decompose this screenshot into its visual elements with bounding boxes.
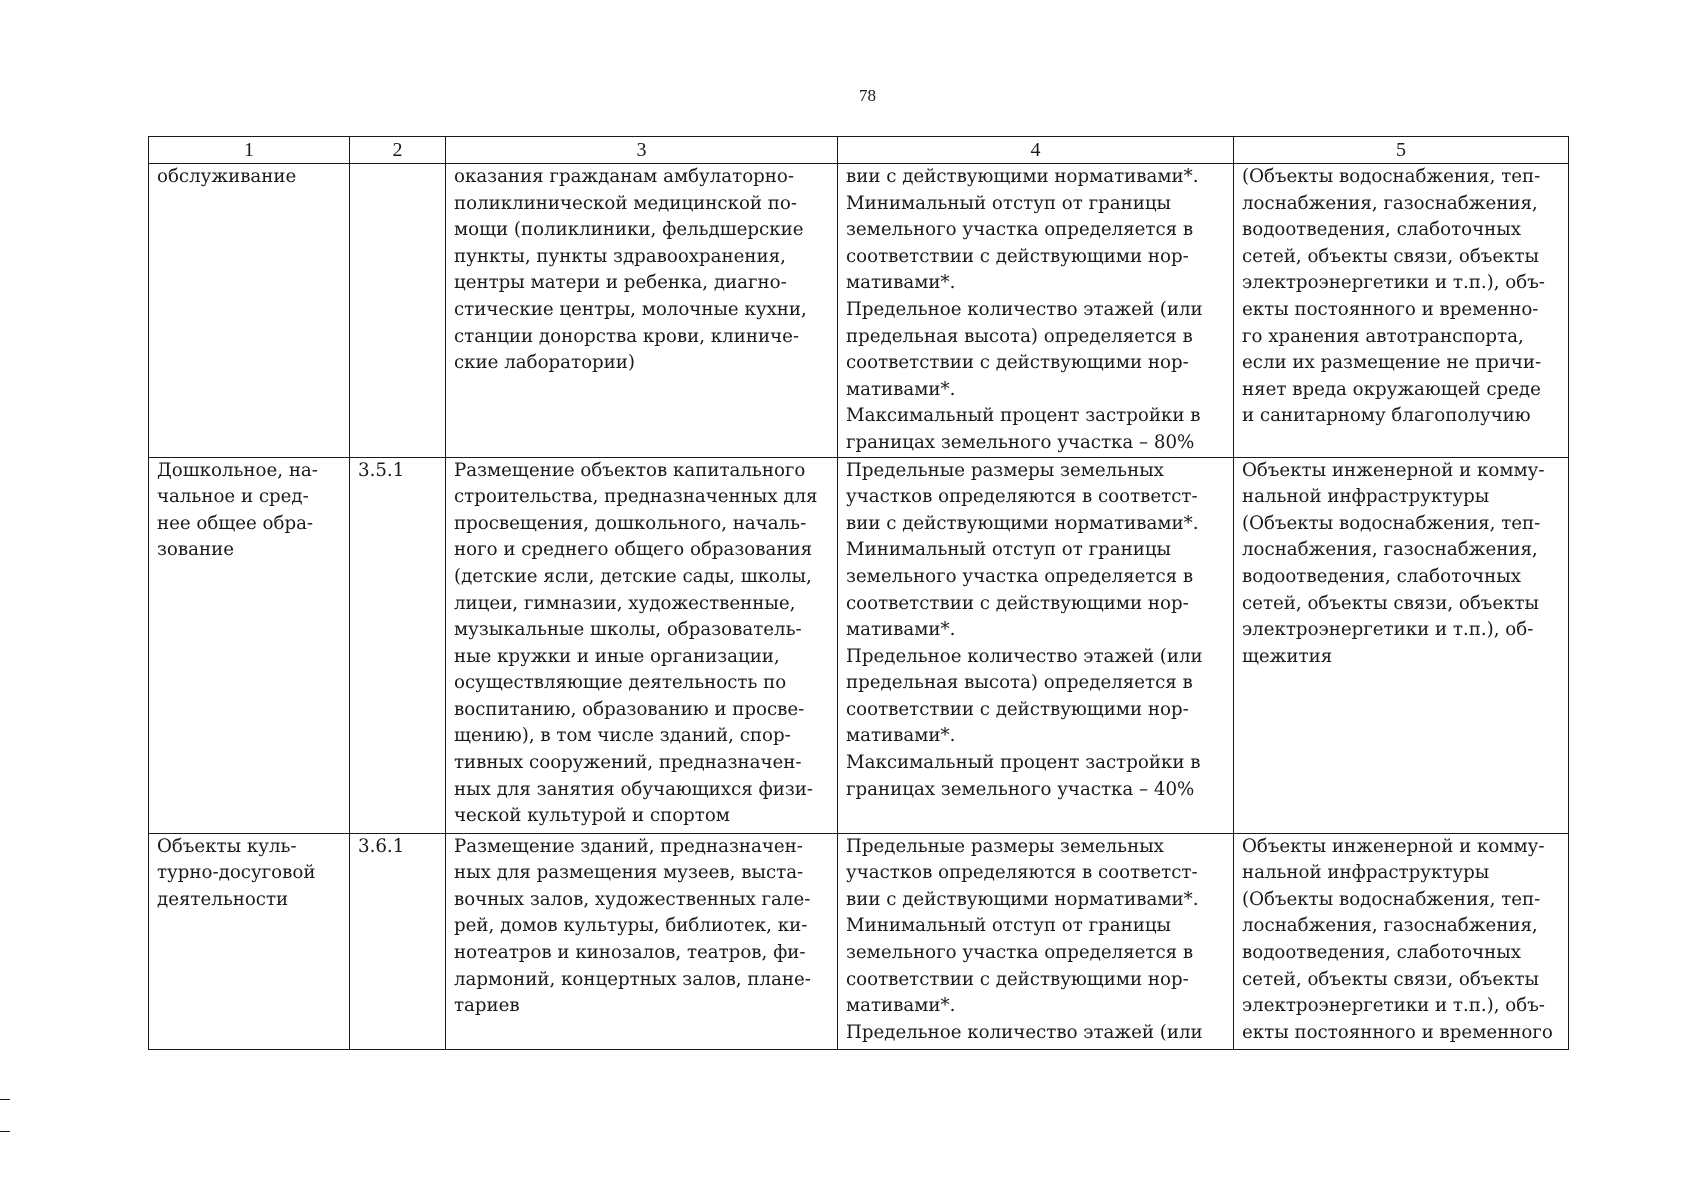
use-description-cell: Размещение объектов капитального строительства, предназначенных для просвещения, дошкольного, началь- ного и среднего общего образования (детские ясли, детские сады, школы, лицеи, гимназии, художественные, музыкальные школы, образователь- ные кружки и иные организации, осуществляющие деятельность по воспитанию, образованию и просве- щению), в том числе зданий, спор- тивных сооружений, предназначен- ных для занятия обучающихся физи- ческой культурой и спортом [446,457,838,833]
page-number: 78 [859,86,876,105]
header-col-5: 5 [1234,137,1569,164]
auxiliary-uses-cell: (Объекты водоснабжения, теп- лоснабжения, газоснабжения, водоотведения, слаботочных сетей, объекты связи, объекты электроэнергетики и т.п.), объ- екты постоянного и временно- го хранения автотранспорта, если их размещение не причи- няет вреда окружающей среде и санитарному благополучию [1234,164,1569,458]
auxiliary-uses-cell: Объекты инженерной и комму- нальной инфраструктуры (Объекты водоснабжения, теп- лоснабжения, газоснабжения, водоотведения, слаботочных сетей, объекты связи, объекты электроэнергетики и т.п.), об- щежития [1234,457,1569,833]
use-code-cell: 3.5.1 [350,457,446,833]
parameters-cell: Предельные размеры земельных участков определяются в соответст- вии с действующими нормативами*. Минимальный отступ от границы земельного участка определяется в соответствии с действующими нор- мативами*. Предельное количество этажей (или [838,833,1234,1049]
table-body [149,164,1569,1050]
header-col-3: 3 [446,137,838,164]
use-code-cell: 3.6.1 [350,833,446,1049]
use-name-cell: Дошкольное, на- чальное и сред- нее общее обра- зование [149,457,350,833]
header-row [149,137,1569,164]
table-row [149,457,1569,833]
header-col-2: 2 [350,137,446,164]
auxiliary-uses-cell: Объекты инженерной и комму- нальной инфраструктуры (Объекты водоснабжения, теп- лоснабжения, газоснабжения, водоотведения, слаботочных сетей, объекты связи, объекты электроэнергетики и т.п.), объ- екты постоянного и временного [1234,833,1569,1049]
table-header [149,137,1569,164]
header-col-4: 4 [838,137,1234,164]
use-code-cell [350,164,446,458]
parameters-cell: вии с действующими нормативами*. Минимальный отступ от границы земельного участка определяется в соответствии с действующими нор- мативами*. Предельное количество этажей (или предельная высота) определяется в соответствии с действующими нор- мативами*. Максимальный процент застройки в границах земельного участка – 80% [838,164,1234,458]
margin-mark [0,1099,10,1100]
parameters-cell: Предельные размеры земельных участков определяются в соответст- вии с действующими нормативами*. Минимальный отступ от границы земельного участка определяется в соответствии с действующими нор- мативами*. Предельное количество этажей (или предельная высота) определяется в соответствии с действующими нор- мативами*. Максимальный процент застройки в границах земельного участка – 40% [838,457,1234,833]
zoning-table [148,136,1569,1050]
use-name-cell: обслуживание [149,164,350,458]
use-description-cell: оказания гражданам амбулаторно- поликлинической медицинской по- мощи (поликлиники, фельдшерские пункты, пункты здравоохранения, центры матери и ребенка, диагно- стические центры, молочные кухни, станции донорства крови, клиниче- ские лаборатории) [446,164,838,458]
use-name-cell: Объекты куль- турно-досуговой деятельности [149,833,350,1049]
table-row [149,164,1569,458]
table-row [149,833,1569,1049]
use-description-cell: Размещение зданий, предназначен- ных для размещения музеев, выста- вочных залов, художественных гале- рей, домов культуры, библиотек, ки- нотеатров и кинозалов, театров, фи- лармоний, концертных залов, плане- тариев [446,833,838,1049]
header-col-1: 1 [149,137,350,164]
margin-mark [0,1131,10,1132]
